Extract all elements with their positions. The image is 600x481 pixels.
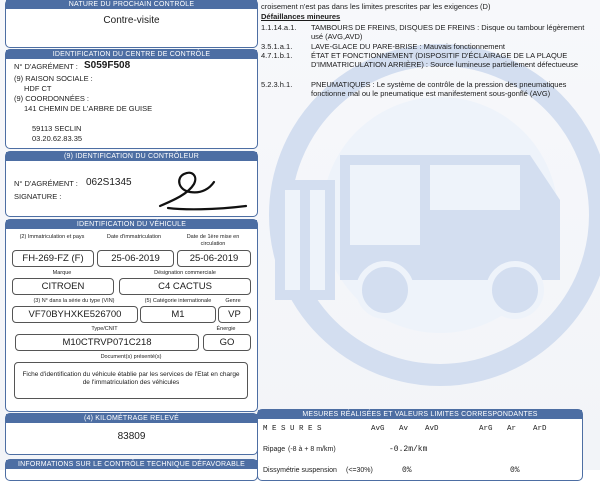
documents-field: Fiche d'identification du véhicule établie par les services de l'Etat en charge de l'immatriculation des véhicules <box>14 362 248 399</box>
next-visit-box <box>5 0 258 48</box>
designation-field: C4 CACTUS <box>119 278 251 295</box>
marque-field: CITROEN <box>12 278 114 295</box>
controleur-header: (9) IDENTIFICATION DU CONTRÔLEUR <box>6 152 257 161</box>
ripage-limits: (-8 à + 8 m/km) <box>288 446 336 453</box>
ripage-label: Ripage <box>263 446 286 453</box>
vin-field: VF70BYHXKE526700 <box>12 306 138 323</box>
categorie-field: M1 <box>140 306 216 323</box>
categorie-label: (5) Catégorie internationale <box>144 298 212 304</box>
genre-label: Genre <box>225 298 241 304</box>
type-field: M10CTRVP071C218 <box>15 334 199 351</box>
mesures-box <box>257 409 583 481</box>
defect-item <box>261 51 591 78</box>
dissymetrie-limits: (<=30%) <box>346 467 373 474</box>
signature-label: SIGNATURE : <box>14 192 62 201</box>
mesures-col-title: M E S U R E S <box>263 425 322 433</box>
energie-field: GO <box>203 334 251 351</box>
vin-label: (3) N° dans la série du type (VIN) <box>33 298 115 304</box>
raison-sociale-value: HDF CT <box>24 84 52 93</box>
coordonnees-label: (9) COORDONNÉES : <box>14 94 90 103</box>
unfavourable-info-header: INFORMATIONS SUR LE CONTRÔLE TECHNIQUE DÉFAVORABLE <box>6 460 257 469</box>
defect-code: 4.7.1.b.1. <box>261 51 293 60</box>
date-first-label: Date de 1ère mise en circulation <box>186 234 240 247</box>
defect-code: 3.5.1.a.1. <box>261 42 293 51</box>
col-ard: ArD <box>533 425 547 433</box>
immat-label: (2) Immatriculation et pays <box>19 234 85 240</box>
vehicle-box <box>5 219 258 412</box>
dissymetrie-av-value: 0% <box>402 466 412 475</box>
centre-box <box>5 49 258 149</box>
energie-label: Énergie <box>216 326 236 332</box>
marque-label: Marque <box>52 270 72 276</box>
type-label: Type/CNIT <box>91 326 118 332</box>
immat-field: FH-269-FZ (F) <box>12 250 94 267</box>
date-first-field: 25-06-2019 <box>177 250 251 267</box>
dissymetrie-label: Dissymétrie suspension <box>263 467 337 474</box>
kilometrage-header: (4) KILOMÉTRAGE RELEVÉ <box>6 414 257 423</box>
date-immat-field: 25-06-2019 <box>97 250 174 267</box>
minor-defects-title: Défaillances mineures <box>261 12 341 21</box>
genre-field: VP <box>218 306 251 323</box>
vehicle-header: IDENTIFICATION DU VÉHICULE <box>6 220 257 229</box>
designation-label: Désignation commerciale <box>154 270 216 276</box>
address-line-1: 141 CHEMIN DE L'ARBRE DE GUISE <box>24 104 153 113</box>
mesures-header: MESURES RÉALISÉES ET VALEURS LIMITES CORRESPONDANTES <box>258 410 582 419</box>
defect-code: 5.2.3.h.1. <box>261 80 293 89</box>
ripage-value: -0.2m/km <box>389 445 428 454</box>
controleur-agrement-value: 062S1345 <box>86 177 132 188</box>
kilometrage-value: 83809 <box>117 431 146 442</box>
defect-top-line: croisement n'est pas dans les limites prescrites par les exigences (D) <box>261 2 491 11</box>
address-line-2: 59113 SECLIN <box>32 124 82 133</box>
centre-header: IDENTIFICATION DU CENTRE DE CONTRÔLE <box>6 50 257 59</box>
col-avg: AvG <box>371 425 385 433</box>
controleur-agrement-label: N° D'AGRÉMENT : <box>14 179 78 188</box>
col-ar: Ar <box>507 425 517 433</box>
defect-text: TAMBOURS DE FREINS, DISQUES DE FREINS : Disque ou tambour légèrement usé (AVG,AVD) <box>311 23 585 41</box>
defect-item <box>261 42 591 51</box>
date-immat-label: Date d'immatriculation <box>106 234 162 240</box>
dissymetrie-ar-value: 0% <box>510 466 520 475</box>
unfavourable-info-box <box>5 459 258 481</box>
raison-sociale-label: (9) RAISON SOCIALE : <box>14 74 93 83</box>
defect-item <box>261 23 591 41</box>
defect-text: LAVE-GLACE DU PARE-BRISE : Mauvais fonctionnement <box>311 42 505 51</box>
col-av: Av <box>399 425 409 433</box>
centre-agrement-value: S059F508 <box>84 60 131 71</box>
kilometrage-box <box>5 413 258 455</box>
controleur-box <box>5 151 258 217</box>
defect-item <box>261 80 591 98</box>
centre-agrement-label: N° D'AGRÉMENT : <box>14 62 78 71</box>
centre-phone: 03.20.62.83.35 <box>32 134 83 143</box>
col-avd: AvD <box>425 425 439 433</box>
signature-icon <box>154 166 250 214</box>
defect-text: ÉTAT ET FONCTIONNEMENT (DISPOSITIF D'ÉCLAIRAGE DE LA PLAQUE D'IMMATRICULATION ARRIÈRE) : Source lumineuse partiellement défectueuse <box>311 51 579 69</box>
col-arg: ArG <box>479 425 493 433</box>
next-visit-header: NATURE DU PROCHAIN CONTRÔLE <box>6 0 257 9</box>
defect-text: PNEUMATIQUES : Le système de contrôle de la pression des pneumatiques fonctionne mal ou le pneumatique est manifestement sous-gonflé (AVG) <box>311 80 567 98</box>
defect-code: 1.1.14.a.1. <box>261 23 297 32</box>
next-visit-value: Contre-visite <box>103 15 160 26</box>
documents-label: Document(s) présenté(s) <box>100 354 162 360</box>
